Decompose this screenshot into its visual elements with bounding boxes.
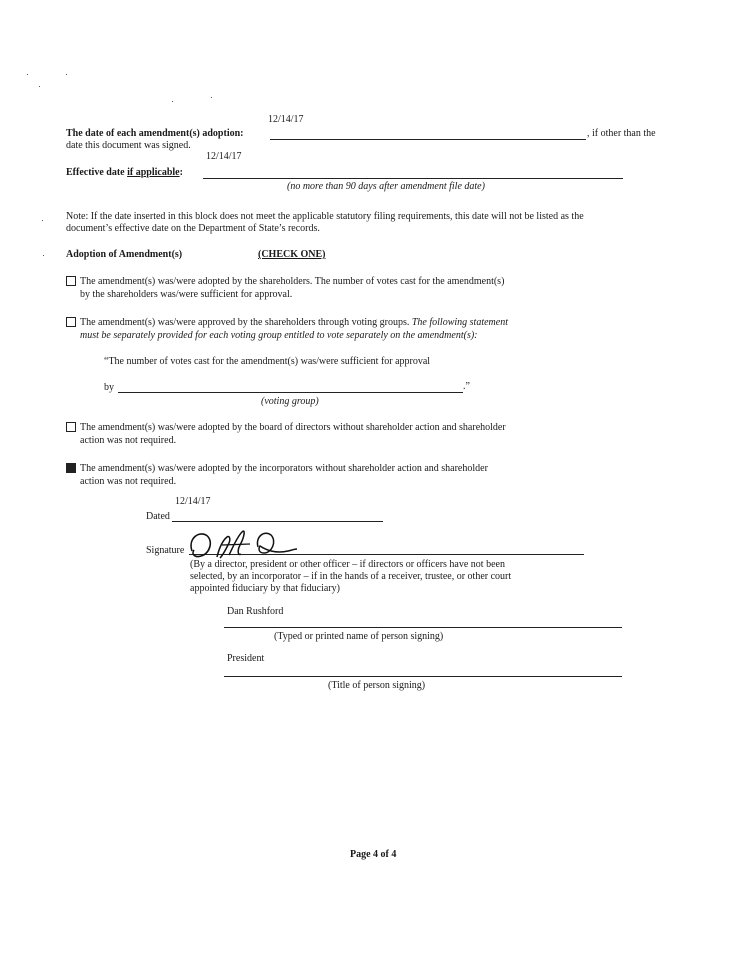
title-caption: (Title of person signing) xyxy=(328,680,426,691)
scan-speck xyxy=(39,86,40,87)
option-incorporators-line-2: action was not required. xyxy=(80,476,177,487)
voting-by-label: by xyxy=(104,382,114,393)
printed-name-line xyxy=(224,627,622,628)
dated-value: 12/14/17 xyxy=(175,496,211,507)
title-line xyxy=(224,676,622,677)
option-board-line-1: The amendment(s) was/were adopted by the board of directors without shareholder action and shareholder xyxy=(80,422,506,433)
title-value: President xyxy=(227,653,265,664)
option-incorporators-line-1: The amendment(s) was/were adopted by the incorporators without shareholder action and shareholder xyxy=(80,463,488,474)
page-number: Page 4 of 4 xyxy=(350,849,397,860)
voting-group-caption: (voting group) xyxy=(261,396,319,407)
effective-date-value: 12/14/17 xyxy=(206,151,242,162)
effective-date-label: Effective date if applicable: xyxy=(66,167,183,178)
printed-name-caption: (Typed or printed name of person signing) xyxy=(274,631,444,642)
option-voting-groups-line-1: The amendment(s) was/were approved by the shareholders through voting groups. The following statement xyxy=(80,317,508,328)
voting-group-line xyxy=(118,392,463,393)
dated-line xyxy=(172,521,383,522)
option-shareholders-line-2: by the shareholders was/were sufficient for approval. xyxy=(80,289,293,300)
signature-note-line-3: appointed fiduciary by that fiduciary) xyxy=(190,583,340,594)
option-board-line-2: action was not required. xyxy=(80,435,177,446)
adoption-date-suffix-2: date this document was signed. xyxy=(66,140,191,151)
scan-speck xyxy=(211,97,212,98)
adoption-heading: Adoption of Amendment(s) xyxy=(66,249,183,260)
scan-speck xyxy=(66,74,67,75)
signature-note-line-2: selected, by an incorporator – if in the hands of a receiver, trustee, or other court xyxy=(190,571,512,582)
adoption-date-suffix: , if other than the xyxy=(587,128,656,139)
note-line-2: document’s effective date on the Department of State’s records. xyxy=(66,223,320,234)
check-one-label: (CHECK ONE) xyxy=(258,249,326,260)
dated-label: Dated xyxy=(146,511,170,522)
effective-date-caption: (no more than 90 days after amendment file date) xyxy=(287,181,485,192)
scan-speck xyxy=(42,220,43,221)
printed-name-value: Dan Rushford xyxy=(227,606,284,617)
signature-label: Signature xyxy=(146,545,185,556)
voting-statement-quote: “The number of votes cast for the amendment(s) was/were sufficient for approval xyxy=(104,356,431,367)
option-voting-groups-line-2: must be separately provided for each voting group entitled to vote separately on the amendment(s): xyxy=(80,330,478,341)
adoption-date-value: 12/14/17 xyxy=(268,114,304,125)
handwritten-signature-icon xyxy=(184,527,304,563)
note-line-1: Note: If the date inserted in this block does not meet the applicable statutory filing requirements, this date will not be listed as the xyxy=(66,211,584,222)
option-shareholders-checkbox[interactable] xyxy=(66,276,76,286)
option-voting-groups-checkbox[interactable] xyxy=(66,317,76,327)
adoption-date-line xyxy=(270,139,586,140)
effective-date-line xyxy=(203,178,623,179)
voting-by-close: .” xyxy=(463,381,470,392)
signature-note-line-1: (By a director, president or other officer – if directors or officers have not been xyxy=(190,559,505,570)
scan-speck xyxy=(172,101,173,102)
scan-speck xyxy=(27,74,28,75)
option-shareholders-line-1: The amendment(s) was/were adopted by the shareholders. The number of votes cast for the amendment(s) xyxy=(80,276,505,287)
option-incorporators-checkbox[interactable] xyxy=(66,463,76,473)
option-board-checkbox[interactable] xyxy=(66,422,76,432)
scan-speck xyxy=(43,255,44,256)
adoption-date-label: The date of each amendment(s) adoption: xyxy=(66,128,244,139)
